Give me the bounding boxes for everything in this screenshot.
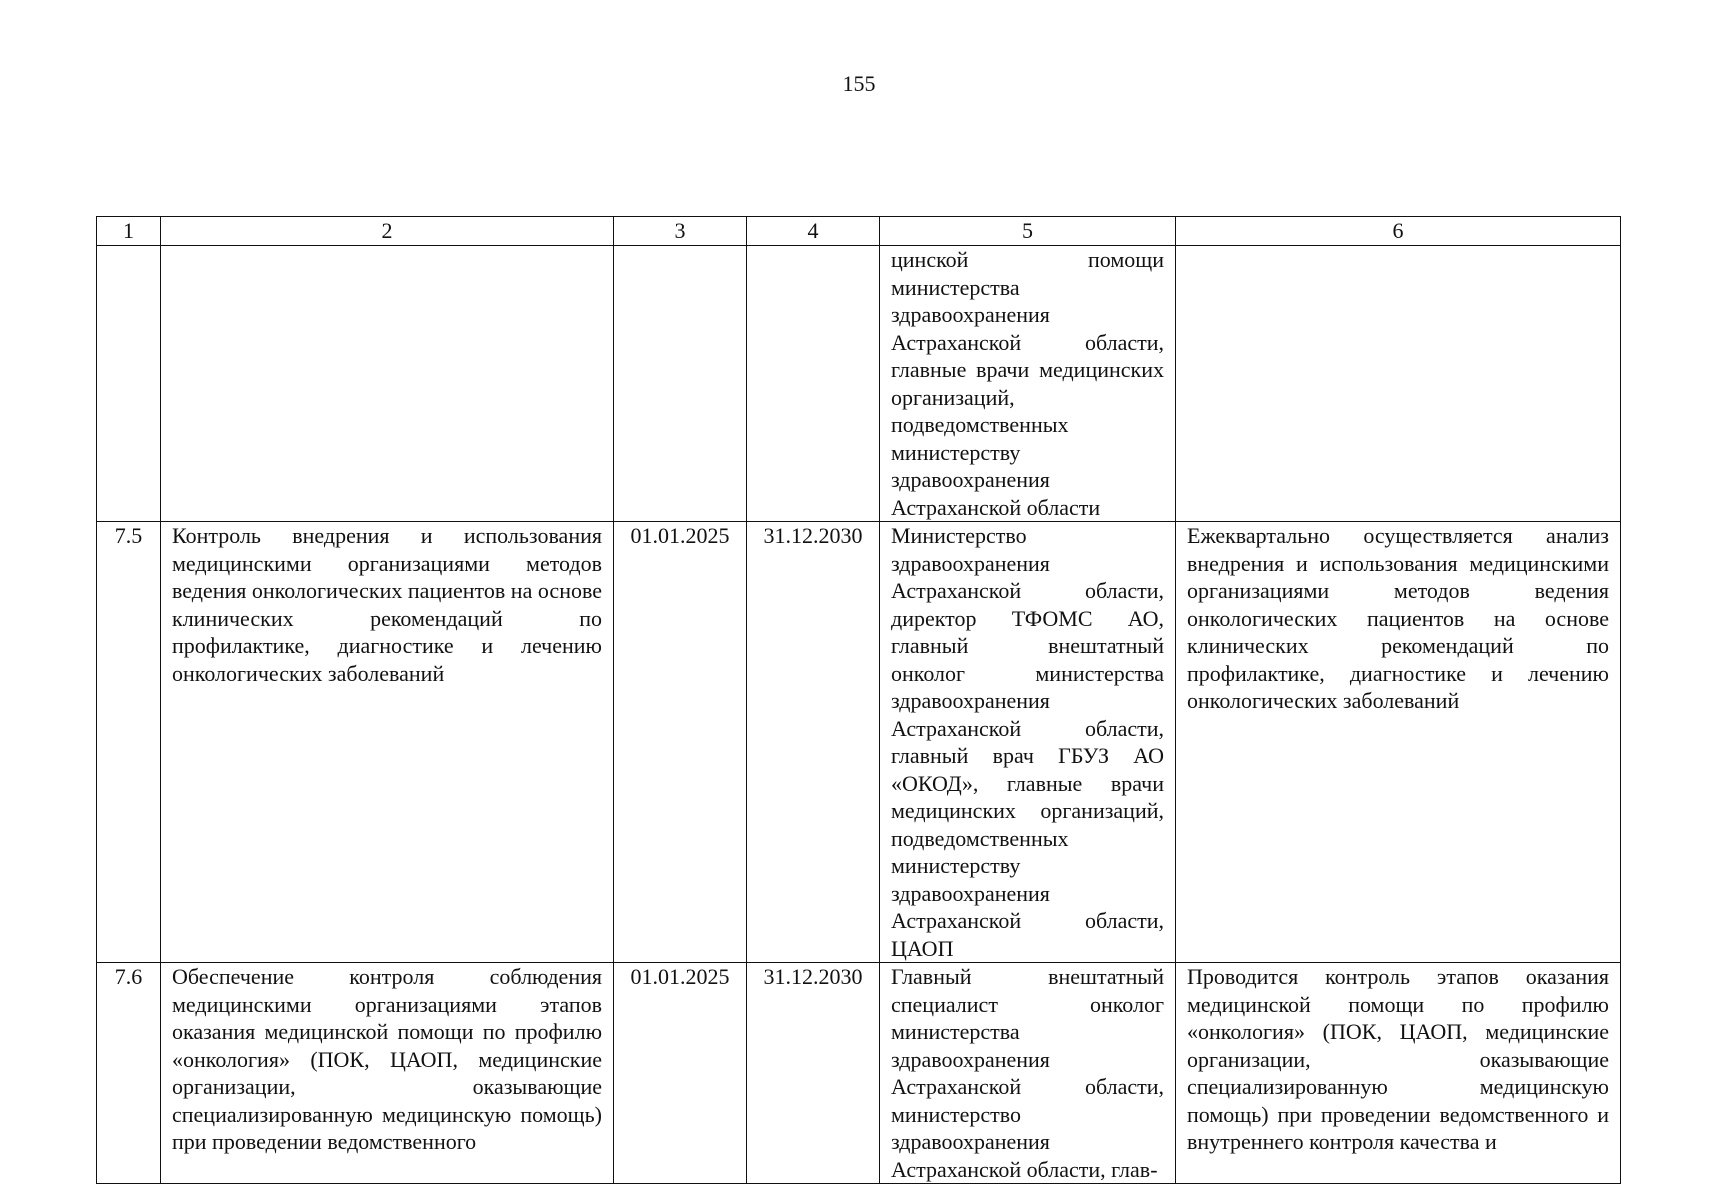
result-cell: Проводится контроль этапов оказания медицинской помощи по профилю «онкология» (ПОК, ЦАОП, медицинские организации, оказывающие специализированную медицинскую помощь) при проведении ведомственного и внутреннего контроля качества и bbox=[1176, 963, 1621, 1184]
row-number-cell: 7.6 bbox=[97, 963, 161, 1184]
result-cell: Ежеквартально осуществляется анализ внедрения и использования медицинскими организациями методов ведения онкологических пациентов на основе клинических рекомендаций по профилактике, диагностике и лечению онкологических заболеваний bbox=[1176, 522, 1621, 963]
table-row bbox=[97, 246, 1621, 522]
start-date-cell: 01.01.2025 bbox=[614, 963, 747, 1184]
task-cell: Контроль внедрения и использования медицинскими организациями методов ведения онкологических пациентов на основе клинических рекомендаций по профилактике, диагностике и лечению онкологических заболеваний bbox=[161, 522, 614, 963]
end-date-cell: 31.12.2030 bbox=[747, 522, 880, 963]
column-header-5: 5 bbox=[880, 217, 1176, 246]
responsible-cell: цинской помощи министерства здравоохранения Астраханской области, главные врачи медицинских организаций, подведомственных министерству здравоохранения Астраханской области bbox=[880, 246, 1176, 522]
column-header-4: 4 bbox=[747, 217, 880, 246]
table-row bbox=[97, 522, 1621, 963]
task-cell bbox=[161, 246, 614, 522]
responsible-cell: Министерство здравоохранения Астраханской области, директор ТФОМС АО, главный внештатный онколог министерства здравоохранения Астраханской области, главный врач ГБУЗ АО «ОКОД», главные врачи медицинских организаций, подведомственных министерству здравоохранения Астраханской области, ЦАОП bbox=[880, 522, 1176, 963]
column-header-2: 2 bbox=[161, 217, 614, 246]
end-date-cell bbox=[747, 246, 880, 522]
result-cell bbox=[1176, 246, 1621, 522]
column-header-6: 6 bbox=[1176, 217, 1621, 246]
header-row bbox=[97, 217, 1621, 246]
measures-table bbox=[96, 216, 1621, 1184]
page-number: 155 bbox=[842, 71, 876, 96]
end-date-cell: 31.12.2030 bbox=[747, 963, 880, 1184]
start-date-cell bbox=[614, 246, 747, 522]
task-cell: Обеспечение контроля соблюдения медицинскими организациями этапов оказания медицинской помощи по профилю «онкология» (ПОК, ЦАОП, медицинские организации, оказывающие специализированную медицинскую помощь) при проведении ведомственного bbox=[161, 963, 614, 1184]
column-header-3: 3 bbox=[614, 217, 747, 246]
responsible-cell: Главный внештатный специалист онколог министерства здравоохранения Астраханской области, министерство здравоохранения Астраханской области, глав- bbox=[880, 963, 1176, 1184]
table-row bbox=[97, 963, 1621, 1184]
start-date-cell: 01.01.2025 bbox=[614, 522, 747, 963]
row-number-cell: 7.5 bbox=[97, 522, 161, 963]
row-number-cell bbox=[97, 246, 161, 522]
column-header-1: 1 bbox=[97, 217, 161, 246]
